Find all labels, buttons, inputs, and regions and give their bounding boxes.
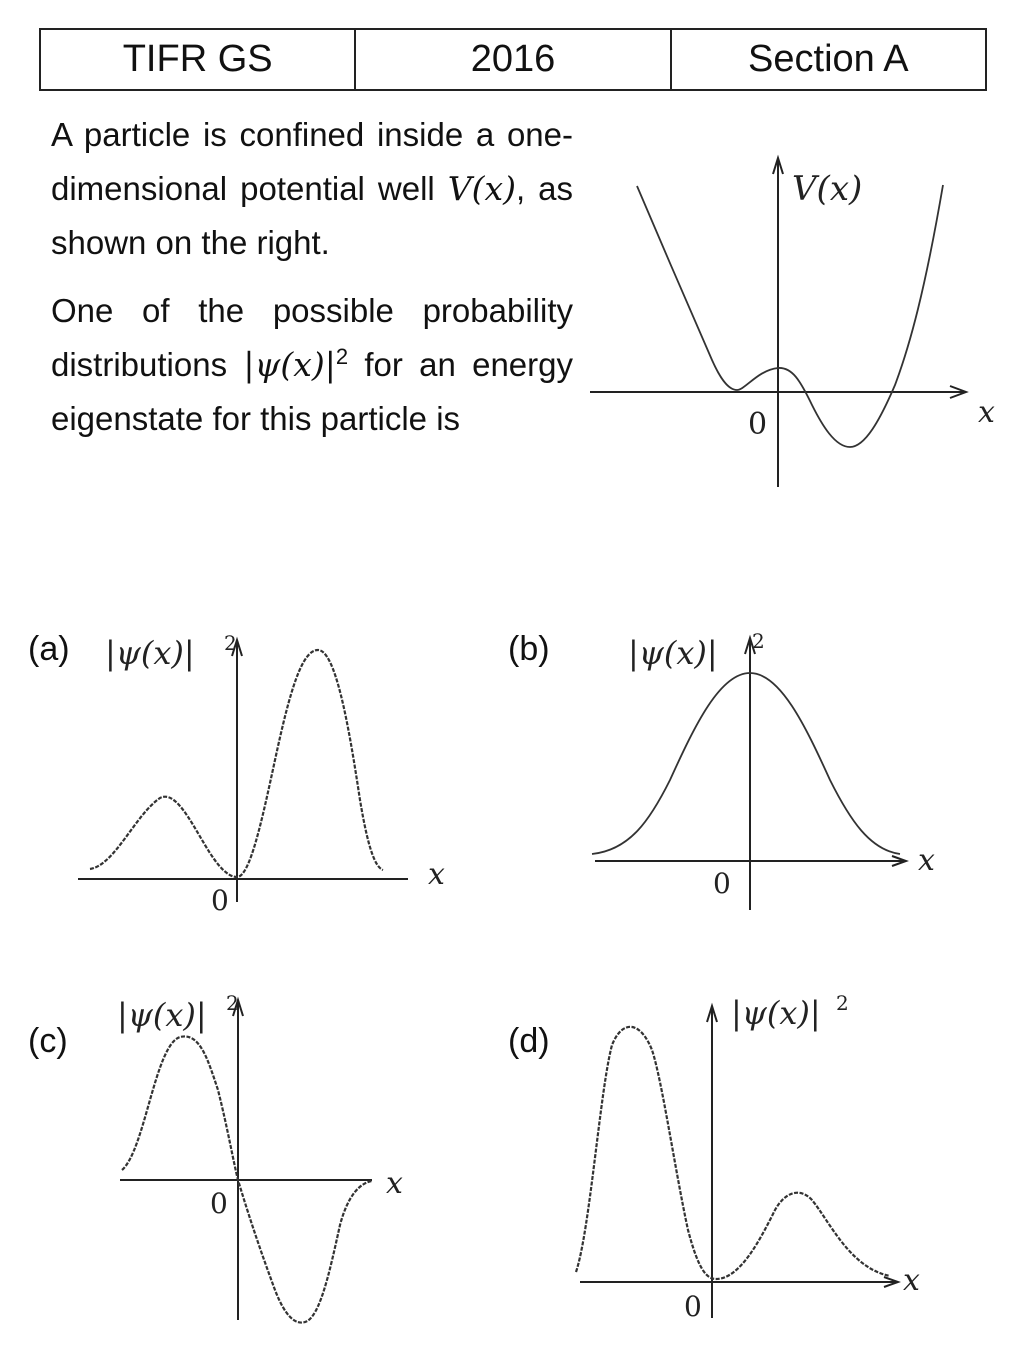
option-d-curve	[576, 1027, 890, 1279]
option-d-x-arrow	[884, 1277, 898, 1287]
option-c-y-arrow	[233, 1000, 243, 1016]
option-d-xlabel: x	[903, 1263, 920, 1298]
option-c-origin-label: 0	[210, 1187, 228, 1220]
question-paragraph-2	[51, 284, 573, 446]
potential-ylabel: V(x)	[792, 169, 863, 209]
option-a-origin-label: 0	[211, 884, 229, 917]
question-paragraph-1	[51, 108, 573, 270]
option-a-label[interactable]: (a)	[28, 630, 70, 668]
option-b-exp: 2	[752, 629, 765, 653]
option-a-plot	[78, 631, 445, 917]
potential-curve	[637, 185, 943, 447]
option-d-label[interactable]: (d)	[508, 1022, 550, 1060]
option-b-y-arrow	[745, 638, 755, 654]
potential-origin-label: 0	[748, 407, 768, 442]
psi-squared-symbol: |ψ(x)|	[243, 345, 336, 384]
exam-name-cell: TIFR GS	[40, 29, 355, 90]
option-d-ylabel: |ψ(x)|	[731, 994, 821, 1032]
option-a-ylabel: |ψ(x)|	[105, 634, 195, 672]
option-b-ylabel: |ψ(x)|	[628, 634, 718, 672]
option-d-exp: 2	[836, 991, 849, 1015]
option-c-ylabel: |ψ(x)|	[117, 996, 207, 1034]
potential-x-arrow	[950, 386, 966, 398]
option-a-exp: 2	[224, 631, 237, 655]
potential-y-arrow	[773, 158, 783, 174]
option-c-curve	[122, 1036, 372, 1322]
option-b-curve	[592, 673, 900, 854]
option-a-curve	[90, 650, 383, 877]
option-b-label[interactable]: (b)	[508, 630, 550, 668]
question-text-2-lead: One of the possible probability distributions	[51, 292, 573, 383]
exam-section-cell: Section A	[671, 29, 986, 90]
option-c-plot	[117, 991, 403, 1323]
option-c-exp: 2	[226, 991, 239, 1015]
header-table	[39, 28, 987, 91]
option-a-xlabel: x	[428, 857, 445, 892]
option-b-x-arrow	[892, 856, 906, 866]
option-d-plot	[576, 991, 920, 1323]
potential-xlabel: x	[978, 395, 995, 430]
potential-symbol: V(x)	[447, 169, 516, 208]
option-b-origin-label: 0	[713, 867, 731, 900]
question-text-1: A particle is confined inside a one-dimensional potential well	[51, 116, 573, 207]
option-c-xlabel: x	[386, 1166, 403, 1201]
option-d-y-arrow	[707, 1006, 717, 1022]
option-b-xlabel: x	[918, 843, 935, 878]
option-a-y-arrow	[232, 640, 242, 656]
question-text-1-tail: , as shown on the right.	[51, 170, 573, 261]
option-b-plot	[592, 629, 935, 910]
psi-exponent: 2	[335, 344, 349, 369]
exam-year-cell: 2016	[355, 29, 670, 90]
option-c-label[interactable]: (c)	[28, 1022, 68, 1060]
option-d-origin-label: 0	[684, 1290, 702, 1323]
question-text-2-tail: for an energy eigenstate for this particle is	[51, 346, 573, 437]
